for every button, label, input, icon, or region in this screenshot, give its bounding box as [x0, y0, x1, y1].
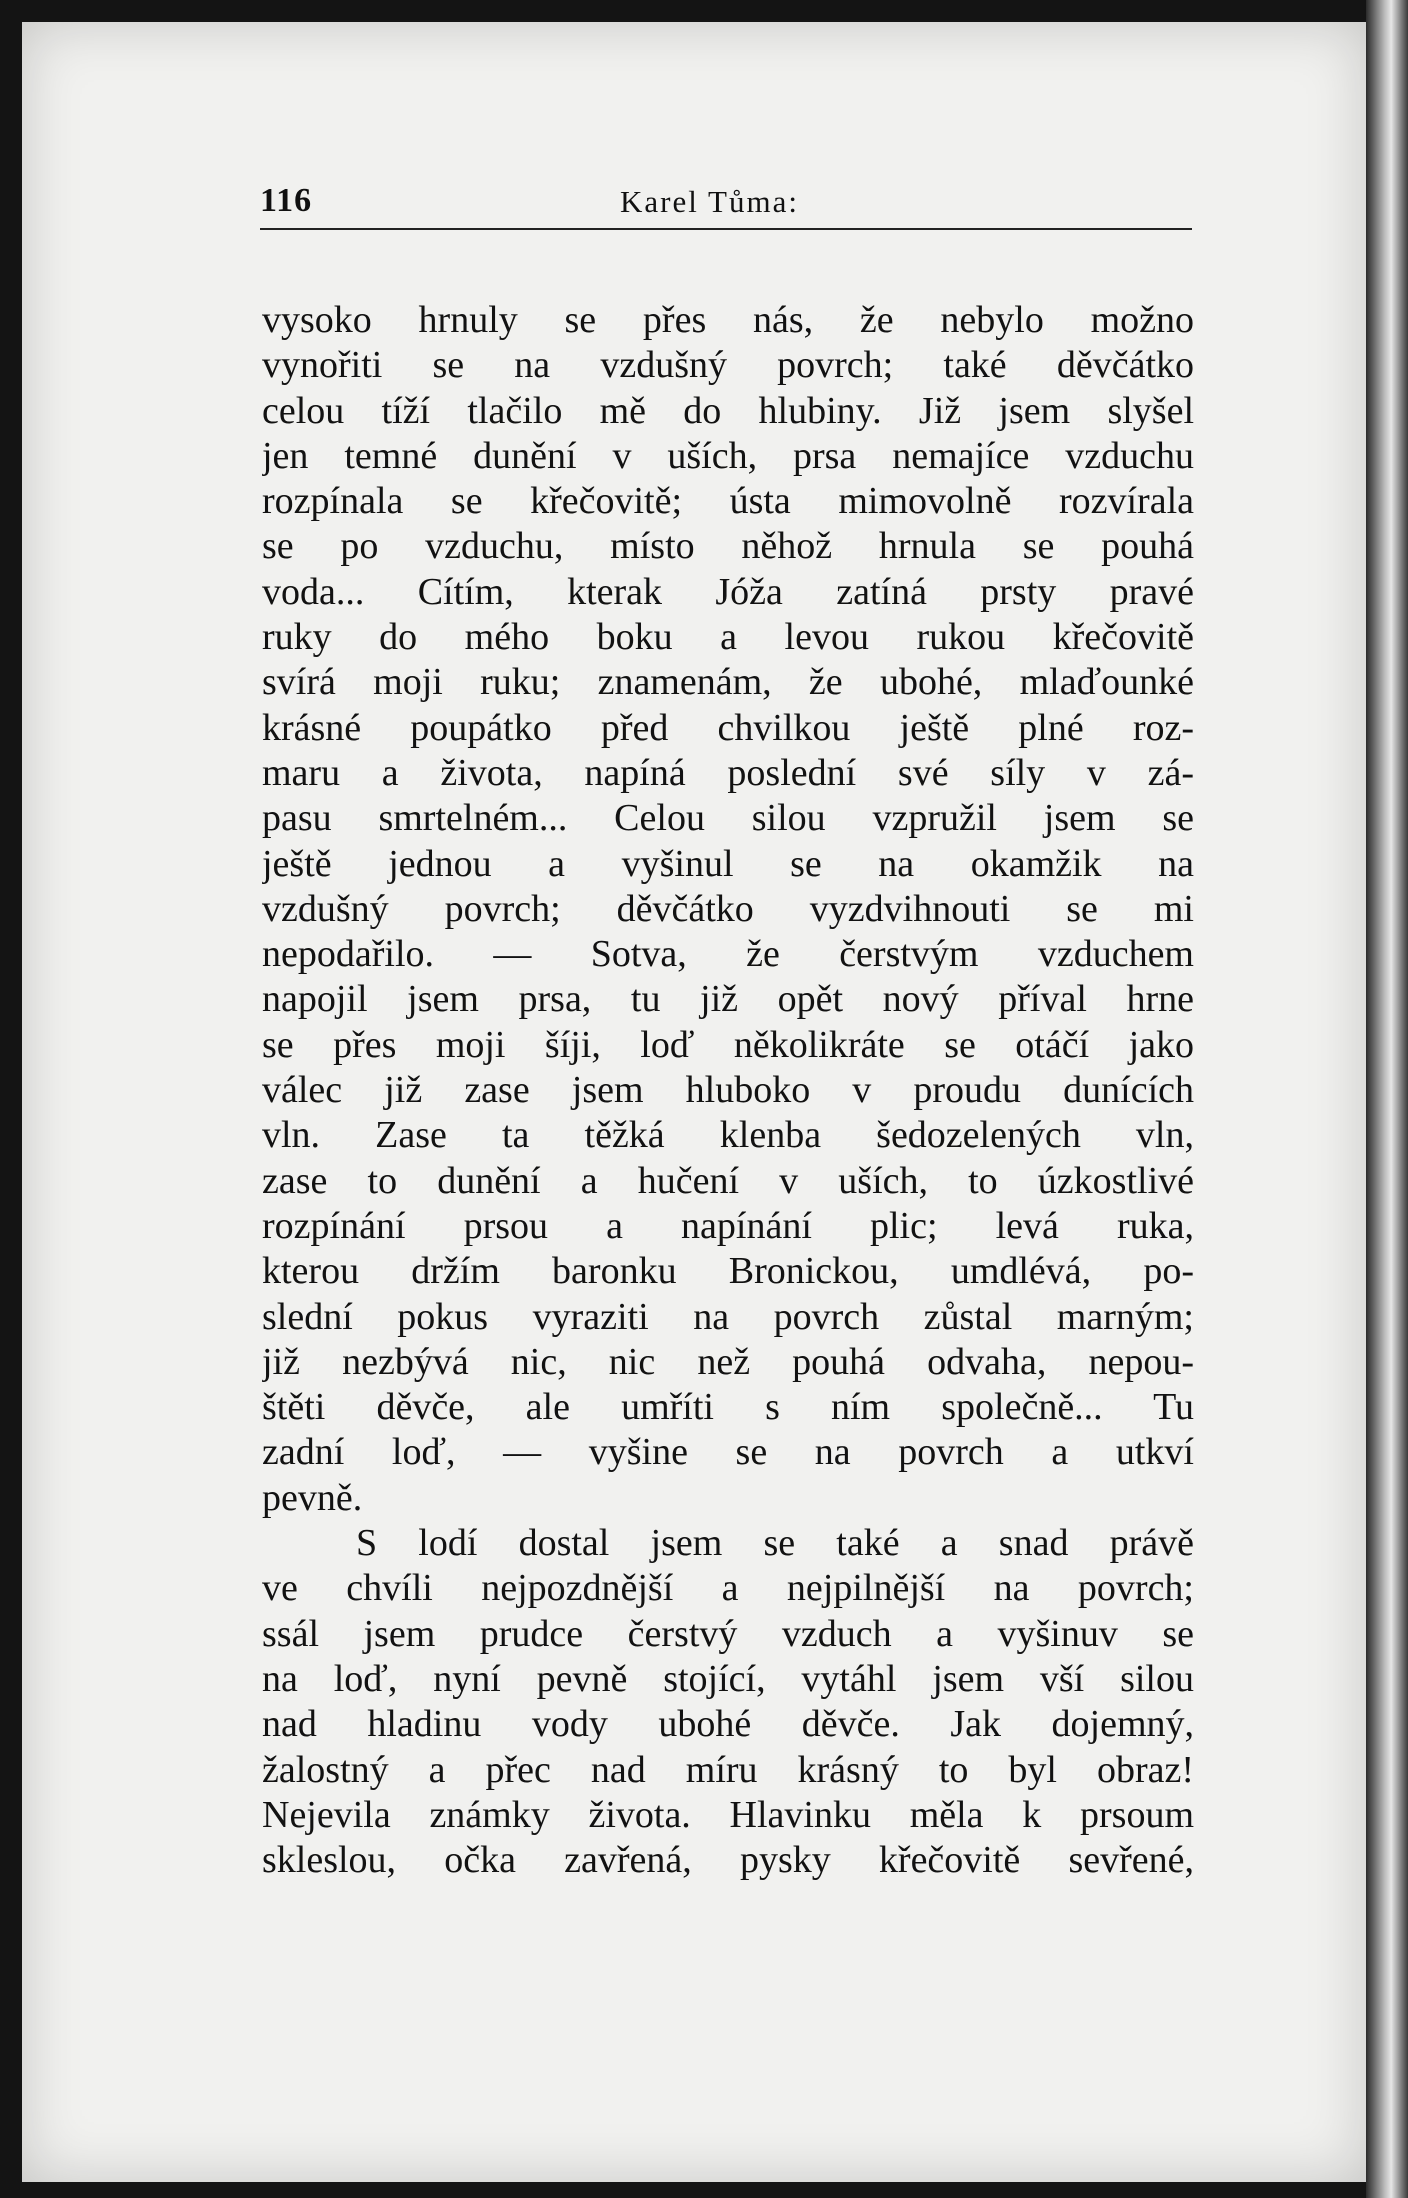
header-rule	[260, 228, 1192, 230]
text-line: krásné poupátko před chvilkou ještě plné roz-	[262, 706, 1194, 749]
text-line: ssál jsem prudce čerstvý vzduch a vyšinuv se	[262, 1612, 1194, 1655]
text-line: kterou držím baronku Bronickou, umdlévá, po-	[262, 1250, 1194, 1293]
text-line: vynořiti se na vzdušný povrch; také děvčátko	[262, 344, 1194, 387]
running-head: Karel Tůma:	[620, 184, 799, 219]
page-number: 116	[260, 182, 313, 219]
text-line: ještě jednou a vyšinul se na okamžik na	[262, 842, 1194, 885]
text-line: svírá moji ruku; znamenám, že ubohé, mlaďounké	[262, 661, 1194, 704]
text-line: skleslou, očka zavřená, pysky křečovitě sevřené,	[262, 1839, 1194, 1882]
text-line: vln. Zase ta těžká klenba šedozelených vln,	[262, 1114, 1194, 1157]
text-line: na loď, nyní pevně stojící, vytáhl jsem vší silou	[262, 1657, 1194, 1700]
text-line: nepodařilo. — Sotva, že čerstvým vzduchem	[262, 933, 1194, 976]
text-line: štěti děvče, ale umříti s ním společně... Tu	[262, 1386, 1194, 1429]
text-line: se přes moji šíji, loď několikráte se otáčí jako	[262, 1023, 1194, 1066]
text-line: Nejevila známky života. Hlavinku měla k prsoum	[262, 1793, 1194, 1836]
paragraph-end-line: pevně.	[262, 1476, 363, 1519]
text-line: pasu smrtelném... Celou silou vzpružil jsem se	[262, 797, 1194, 840]
text-line: voda... Cítím, kterak Jóža zatíná prsty pravé	[262, 570, 1194, 613]
text-line: již nezbývá nic, nic než pouhá odvaha, nepou-	[262, 1340, 1194, 1383]
text-line: rozpínala se křečovitě; ústa mimovolně rozvírala	[262, 480, 1194, 523]
text-line: zase to dunění a hučení v uších, to úzkostlivé	[262, 1159, 1194, 1202]
text-line: ve chvíli nejpozdnější a nejpilnější na povrch;	[262, 1567, 1194, 1610]
text-line: nad hladinu vody ubohé děvče. Jak dojemný,	[262, 1703, 1194, 1746]
text-line: vzdušný povrch; děvčátko vyzdvihnouti se mi	[262, 887, 1194, 930]
text-line: napojil jsem prsa, tu již opět nový příval hrne	[262, 978, 1194, 1021]
text-line: žalostný a přec nad míru krásný to byl obraz!	[262, 1748, 1194, 1791]
text-line: celou tíží tlačilo mě do hlubiny. Již jsem slyšel	[262, 389, 1194, 432]
text-line: maru a života, napíná poslední své síly v zá-	[262, 751, 1194, 794]
text-line: zadní loď, — vyšine se na povrch a utkví	[262, 1431, 1194, 1474]
page-header	[260, 182, 1192, 232]
book-binding-edge	[1366, 0, 1408, 2198]
text-line: vysoko hrnuly se přes nás, že nebylo možno	[262, 299, 1194, 341]
text-line: slední pokus vyraziti na povrch zůstal marným;	[262, 1295, 1194, 1338]
text-line: ruky do mého boku a levou rukou křečovitě	[262, 616, 1194, 659]
paragraph-start-line: S lodí dostal jsem se také a snad právě	[356, 1522, 1194, 1565]
text-line: jen temné dunění v uších, prsa nemajíce vzduchu	[262, 434, 1194, 477]
text-line: válec již zase jsem hluboko v proudu dunících	[262, 1069, 1194, 1112]
text-line: rozpínání prsou a napínání plic; levá ruka,	[262, 1204, 1194, 1247]
body-text	[262, 298, 1194, 1883]
text-line: se po vzduchu, místo něhož hrnula se pouhá	[262, 525, 1194, 568]
